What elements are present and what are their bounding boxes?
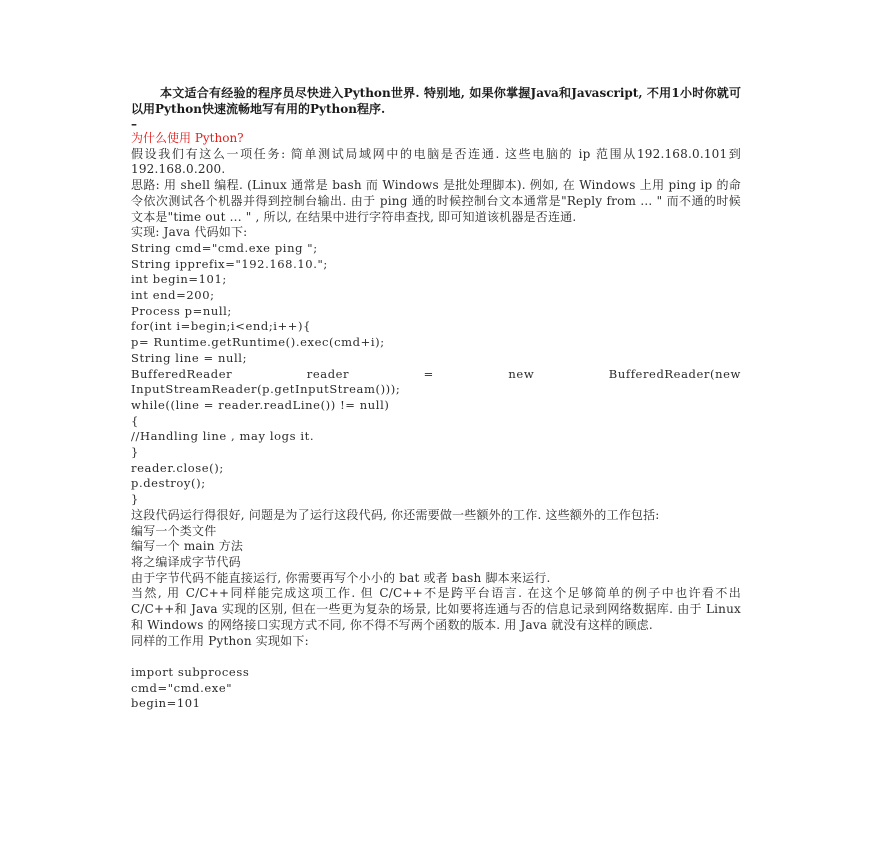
- blank-line: [131, 649, 741, 665]
- code-token: =: [423, 366, 434, 381]
- code-line: String cmd="cmd.exe ping ";: [131, 240, 318, 255]
- code-line: Process p=null;: [131, 303, 232, 318]
- code-token: BufferedReader: [131, 366, 233, 381]
- code-line: InputStreamReader(p.getInputStream()));: [131, 382, 401, 397]
- code-line: reader.close();: [131, 460, 224, 475]
- code-line: for(int i=begin;i<end;i++){: [131, 319, 312, 334]
- code-line: String ipprefix="192.168.10.";: [131, 256, 328, 271]
- section-heading: 为什么使用 Python?: [131, 131, 244, 145]
- document-page: [131, 86, 741, 712]
- separator-dash: –: [131, 117, 137, 131]
- python-code-block: [131, 665, 741, 712]
- implementation-label: 实现: Java 代码如下:: [131, 225, 248, 240]
- code-token: new: [508, 366, 535, 381]
- approach-paragraph: 思路: 用 shell 编程. (Linux 通常是 bash 而 Windows 是批处理脚本). 例如, 在 Windows 上用 ping ip 的命令依次测试各个机器并得到控制台输出. 由于 ping 通的时候控制台文本通常是"Reply from ... " 而不通的时候文本是"time out ... " , 所以, 在结果中进行字符串查找, 即可知道该机器是否连通.: [131, 178, 741, 224]
- task-paragraph: 假设我们有这么一项任务: 简单测试局域网中的电脑是否连通. 这些电脑的 ip 范围从192.168.0.101到192.168.0.200.: [131, 146, 741, 177]
- list-item: 编写一个类文件: [131, 523, 217, 538]
- code-line: while((line = reader.readLine()) != null): [131, 397, 390, 412]
- code-line: cmd="cmd.exe": [131, 680, 233, 695]
- code-token: BufferedReader(new: [608, 366, 741, 381]
- java-code-block: [131, 241, 741, 508]
- code-line-justified: [131, 367, 741, 383]
- code-line: import subprocess: [131, 664, 250, 679]
- code-token: reader: [306, 366, 350, 381]
- intro-paragraph: 本文适合有经验的程序员尽快进入Python世界. 特别地, 如果你掌握Java和Javascript, 不用1小时你就可以用Python快速流畅地写有用的Python程序.: [131, 86, 741, 116]
- code-line: begin=101: [131, 696, 201, 711]
- code-line: int begin=101;: [131, 272, 227, 287]
- bytecode-paragraph: 由于字节代码不能直接运行, 你需要再写个小小的 bat 或者 bash 脚本来运行.: [131, 570, 551, 585]
- code-line: p.destroy();: [131, 476, 206, 491]
- extra-work-paragraph: 这段代码运行得很好, 问题是为了运行这段代码, 你还需要做一些额外的工作. 这些额外的工作包括:: [131, 507, 660, 522]
- list-item: 将之编译成字节代码: [131, 554, 241, 569]
- python-intro-paragraph: 同样的工作用 Python 实现如下:: [131, 633, 309, 648]
- code-line: p= Runtime.getRuntime().exec(cmd+i);: [131, 335, 385, 350]
- code-line: {: [131, 413, 139, 428]
- code-line: int end=200;: [131, 288, 215, 303]
- cpp-paragraph: 当然, 用 C/C++同样能完成这项工作. 但 C/C++不是跨平台语言. 在这个足够简单的例子中也许看不出 C/C++和 Java 实现的区别, 但在一些更为复杂的场景, 比如要将连通与否的信息记录到网络数据库. 由于 Linux 和 Windows 的网络接口实现方式不同, 你不得不写两个函数的版本. 用 Java 就没有这样的顾虑.: [131, 586, 741, 632]
- code-line: }: [131, 492, 139, 507]
- list-item: 编写一个 main 方法: [131, 539, 244, 554]
- code-line: }: [131, 445, 139, 460]
- code-line: //Handling line , may logs it.: [131, 429, 315, 444]
- code-line: String line = null;: [131, 350, 248, 365]
